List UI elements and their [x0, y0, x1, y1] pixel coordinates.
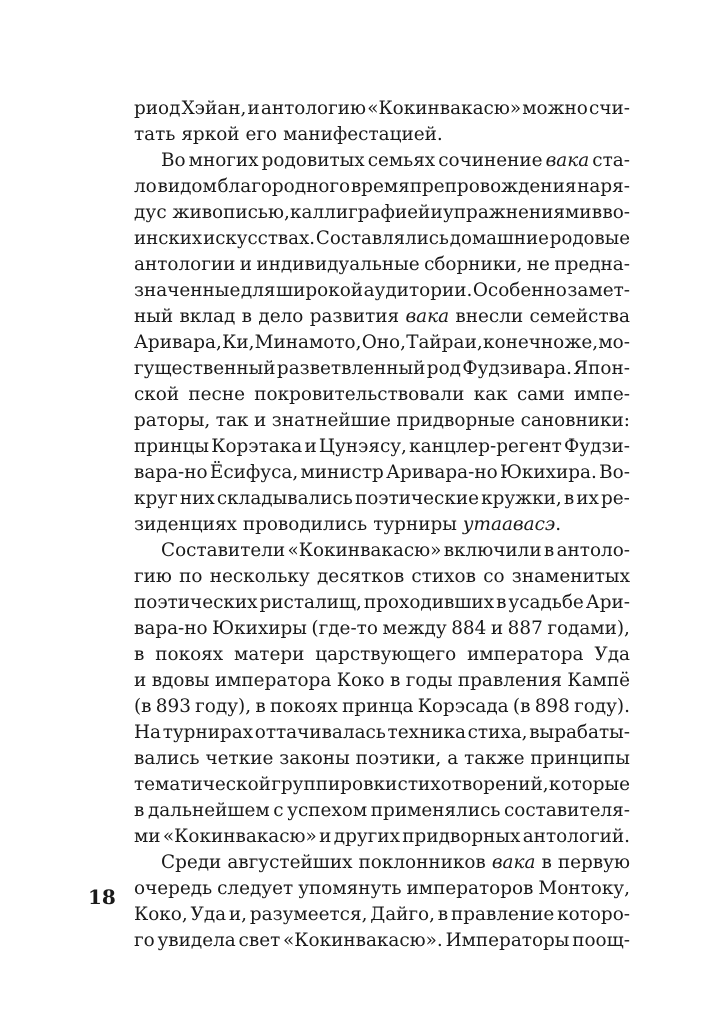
word: стиха, [467, 722, 528, 743]
word: каллиграфией [290, 202, 431, 223]
word: дело [258, 306, 304, 327]
text-line [134, 850, 630, 876]
text-line [134, 226, 630, 252]
word: покоях [155, 644, 224, 665]
text-line [134, 330, 630, 356]
text-line [134, 642, 630, 668]
word: импе- [574, 384, 630, 405]
word: Ари- [585, 592, 630, 613]
text-line [134, 356, 630, 382]
word: его [245, 124, 278, 145]
word: в [241, 306, 253, 327]
text-line [134, 876, 630, 902]
word: поощ- [572, 930, 630, 951]
word: в [390, 670, 401, 691]
word: мо- [598, 332, 630, 353]
text-line [134, 590, 630, 616]
word: проходивших [363, 592, 495, 613]
word: антоло- [556, 540, 630, 561]
word: антологию [260, 98, 367, 119]
word: утаавасэ. [462, 514, 562, 535]
text-line [134, 538, 630, 564]
word: ду [134, 202, 157, 223]
word: сборники, [424, 254, 523, 275]
word: проводились [242, 514, 368, 535]
word: ста- [592, 150, 630, 171]
word: ми [134, 826, 161, 847]
text-line [134, 200, 630, 226]
word: кружки, [481, 488, 562, 509]
word: других [333, 826, 400, 847]
body-text [134, 96, 630, 954]
word: гущественный [134, 358, 276, 379]
word: ло [134, 176, 157, 197]
word: поэтические [354, 488, 479, 509]
word: можно [522, 98, 588, 119]
text-line [134, 746, 630, 772]
text-line [134, 304, 630, 330]
word: Императоры [445, 930, 570, 951]
text-line [134, 772, 630, 798]
word: Фудзивара. [462, 358, 572, 379]
word: и [247, 98, 260, 119]
word: в [437, 904, 449, 925]
word: годами), [547, 618, 630, 639]
word: дальнейшем [147, 800, 270, 821]
word: составителя- [504, 800, 630, 821]
word: же, [564, 332, 599, 353]
word: го [134, 930, 155, 951]
word: ре- [601, 488, 630, 509]
word: родовитых [261, 150, 365, 171]
word: с живописью, [156, 202, 290, 223]
word: гию [134, 566, 172, 587]
word: Юкихиры [212, 618, 307, 639]
word: 893 [155, 696, 191, 717]
word: Составители [161, 540, 286, 561]
word: в [591, 202, 603, 223]
text-line [134, 408, 630, 434]
word: правления [457, 670, 562, 691]
word: антологии [134, 254, 236, 275]
text-line [134, 512, 630, 538]
word: Ки, [222, 332, 255, 353]
word: раторы, [134, 410, 211, 431]
word: вара-но [134, 462, 208, 483]
text-line [134, 668, 630, 694]
word: императора [214, 670, 332, 691]
word: Аривара, [134, 332, 222, 353]
word: (в [512, 696, 531, 717]
word: увидела [157, 930, 236, 951]
word: четкие [205, 748, 274, 769]
word: императоров [406, 878, 534, 899]
word: Особенно [472, 280, 567, 301]
word: домашние [449, 228, 549, 249]
word: инских [134, 228, 203, 249]
word: в [496, 592, 507, 613]
word: принцы [134, 436, 210, 457]
word: их [576, 488, 599, 509]
word: Юкихира. [499, 462, 597, 483]
word: предна- [554, 254, 630, 275]
word: и [304, 436, 317, 457]
word: антологий. [522, 826, 630, 847]
word: которо- [557, 904, 630, 925]
word: вака [545, 150, 590, 171]
word: Уда [190, 904, 227, 925]
text-line [134, 694, 630, 720]
word: и, [464, 332, 483, 353]
word: усадьбе [508, 592, 584, 613]
word: (где-то [311, 618, 378, 639]
word: с [273, 800, 284, 821]
word: индивидуальные [256, 254, 420, 275]
word: счи- [589, 98, 630, 119]
word: со [483, 566, 505, 587]
word: искусствах. [203, 228, 316, 249]
word: зиденциях [134, 514, 237, 535]
word: как [473, 384, 508, 405]
word: свет [238, 930, 281, 951]
word: и [319, 826, 332, 847]
word: турнирах [162, 722, 254, 743]
word: техника [387, 722, 466, 743]
word: матери [234, 644, 305, 665]
word: «Кокинвакасю» [162, 826, 317, 847]
word: Уда [594, 644, 630, 665]
word: вака [405, 306, 450, 327]
word: ристалищ, [259, 592, 362, 613]
word: турниры [373, 514, 457, 535]
word: императора [467, 644, 584, 665]
word: и [490, 618, 504, 639]
word: видом [157, 176, 217, 197]
word: покровительствовали [254, 384, 465, 405]
word: включили [443, 540, 542, 561]
word: Цунэясу, [318, 436, 407, 457]
word: придворные [396, 410, 516, 431]
text-line [134, 798, 630, 824]
word: применялись [370, 800, 501, 821]
word: «Кокинвакасю». [283, 930, 443, 951]
text-line [134, 616, 630, 642]
word: Корэтака [211, 436, 303, 457]
word: нескольку [209, 566, 310, 587]
word: в [255, 696, 266, 717]
word: упомянуть [298, 878, 402, 899]
word: благородного [217, 176, 351, 197]
word: конечно [483, 332, 565, 353]
word: Ёсифуса, [209, 462, 299, 483]
text-line [134, 720, 630, 746]
word: Коко, [134, 904, 188, 925]
word: риод [134, 98, 181, 119]
word: времяпрепровождения [350, 176, 577, 197]
word: Во [161, 150, 186, 171]
word: стихов [411, 566, 476, 587]
word: знаменитых [511, 566, 630, 587]
word: ный [134, 306, 174, 327]
word: внесли [455, 306, 524, 327]
word: Япон- [573, 358, 630, 379]
word: Аривара-но [386, 462, 498, 483]
word: родовые [549, 228, 630, 249]
word: успехом [287, 800, 368, 821]
word: род [426, 358, 461, 379]
word: а [447, 748, 459, 769]
word: разветвленный [276, 358, 426, 379]
word: Тайра [406, 332, 465, 353]
word: «Кокинвакасю» [287, 540, 442, 561]
word: не [526, 254, 550, 275]
word: царствующего [315, 644, 457, 665]
text-line [134, 148, 630, 174]
word: в [563, 488, 575, 509]
word: по [179, 566, 203, 587]
word: в [134, 800, 145, 821]
text-line [134, 486, 630, 512]
word: разумеется, [249, 904, 368, 925]
word: вались [134, 748, 200, 769]
text-line [134, 174, 630, 200]
word: Среди [161, 852, 222, 873]
text-line [134, 382, 630, 408]
word: вклад [179, 306, 236, 327]
word: манифестацией. [283, 124, 443, 145]
word: круг [134, 488, 178, 509]
word: Во- [599, 462, 630, 483]
word: Фудзи- [564, 436, 630, 457]
word: также [464, 748, 525, 769]
word: августейших [227, 852, 353, 873]
word: тать [134, 124, 176, 145]
word: яркой [181, 124, 240, 145]
text-line [134, 564, 630, 590]
word: во- [602, 202, 630, 223]
word: «Кокинвакасю» [367, 98, 522, 119]
word: годы [405, 670, 453, 691]
word: министр [300, 462, 384, 483]
text-line [134, 902, 630, 928]
word: в [134, 644, 145, 665]
word: первую [557, 852, 630, 873]
word: придворных [402, 826, 521, 847]
word: сановники: [520, 410, 630, 431]
word: них [179, 488, 215, 509]
word: вырабаты- [529, 722, 630, 743]
word: для [240, 280, 276, 301]
word: песне [188, 384, 245, 405]
word: поэтических [134, 592, 258, 613]
word: между [382, 618, 447, 639]
word: вака [491, 852, 536, 873]
word: Составлялись [315, 228, 449, 249]
word: которые [548, 774, 630, 795]
word: семейства [529, 306, 630, 327]
word: Дайго, [370, 904, 435, 925]
word: вара-но [134, 618, 208, 639]
word: упражнениями [442, 202, 592, 223]
word: знатнейшие [271, 410, 391, 431]
word: так [215, 410, 249, 431]
text-line [134, 252, 630, 278]
word: Монтоку, [538, 878, 630, 899]
word: Хэйан, [181, 98, 247, 119]
word: оттачивалась [254, 722, 386, 743]
word: группировки [271, 774, 398, 795]
word: ской [134, 384, 180, 405]
word: замет- [567, 280, 630, 301]
word: вдовы [151, 670, 210, 691]
word: значенные [134, 280, 241, 301]
word: покоях [269, 696, 338, 717]
word: Коко [336, 670, 385, 691]
word: следует [217, 878, 294, 899]
text-line [134, 928, 630, 954]
word: законы [279, 748, 350, 769]
word: 898 [534, 696, 570, 717]
word: стихотворений, [397, 774, 549, 795]
word: канцлер-регент [409, 436, 562, 457]
word: складывались [216, 488, 353, 509]
word: году), [195, 696, 252, 717]
word: десятков [316, 566, 405, 587]
word: сочинение [438, 150, 543, 171]
word: принципы [530, 748, 630, 769]
word: Оно, [361, 332, 406, 353]
text-line [134, 460, 630, 486]
word: и, [228, 904, 248, 925]
word: Минамото, [254, 332, 362, 353]
word: тематической [134, 774, 271, 795]
word: и [134, 670, 147, 691]
word: многих [188, 150, 259, 171]
word: поэтики, [355, 748, 442, 769]
text-line [134, 96, 630, 122]
word: правление [450, 904, 555, 925]
text-line [134, 122, 630, 148]
word: 887 [507, 618, 543, 639]
word: сами [516, 384, 565, 405]
word: поклонников [358, 852, 486, 873]
word: семьях [367, 150, 436, 171]
text-line [134, 278, 630, 304]
text-line [134, 824, 630, 850]
word: в [541, 852, 552, 873]
word: и [430, 202, 443, 223]
word: году). [574, 696, 630, 717]
word: наря- [577, 176, 630, 197]
word: и [253, 410, 267, 431]
word: принца [342, 696, 414, 717]
word: Кампё [567, 670, 630, 691]
word: На [134, 722, 162, 743]
word: и [239, 254, 253, 275]
word: 884 [451, 618, 487, 639]
word: развития [309, 306, 400, 327]
word: Корэсада [417, 696, 509, 717]
word: (в [134, 696, 152, 717]
word: аудитории. [363, 280, 473, 301]
word: широкой [276, 280, 364, 301]
page-number: 18 [88, 885, 116, 909]
word: очередь [134, 878, 213, 899]
word: в [543, 540, 555, 561]
text-line [134, 434, 630, 460]
